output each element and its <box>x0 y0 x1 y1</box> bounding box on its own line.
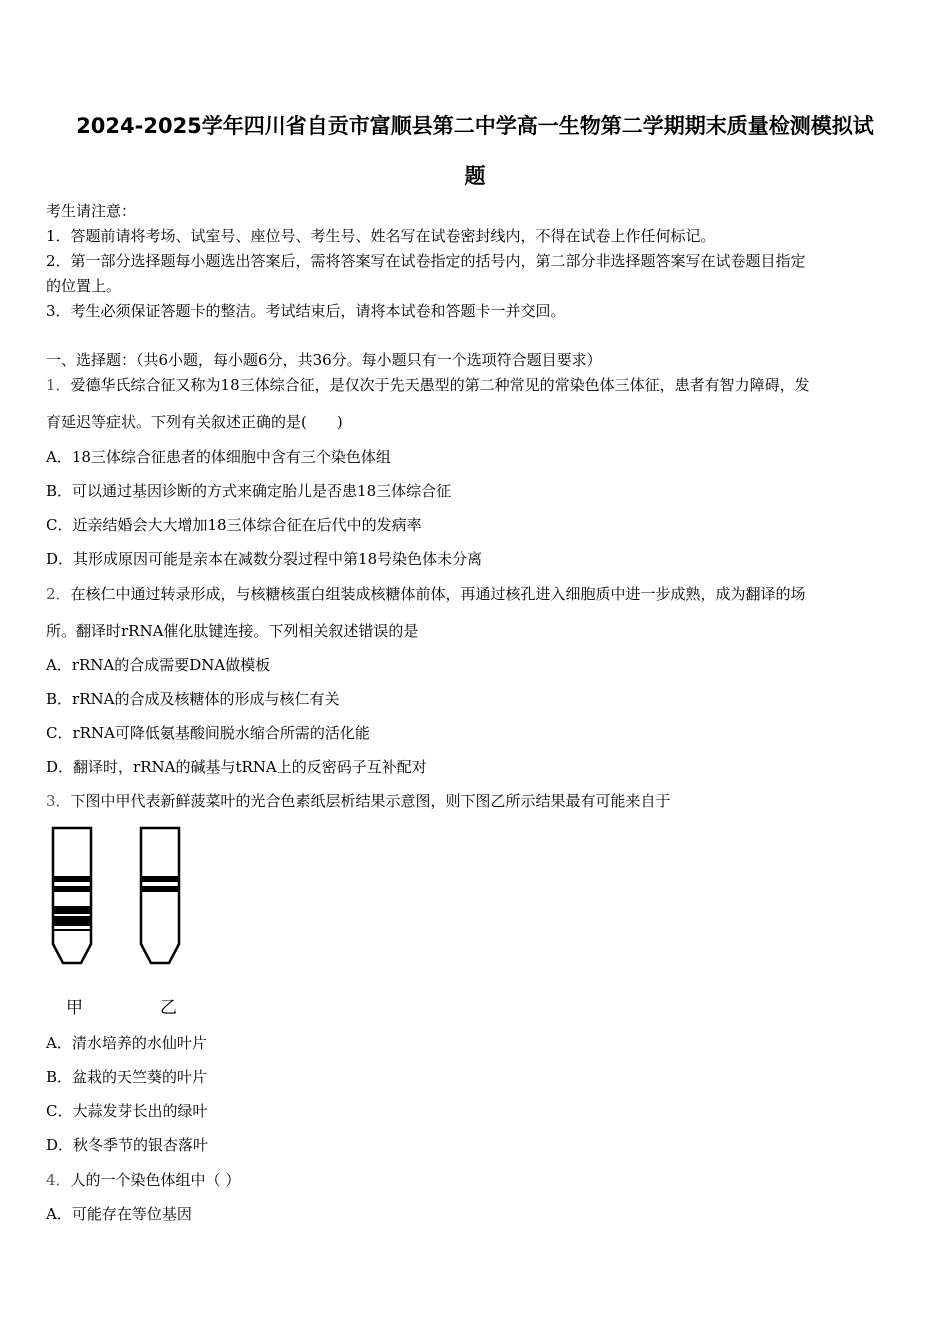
question-3-text1: 下图中甲代表新鲜菠菜叶的光合色素纸层析结果示意图，则下图乙所示结果最有可能来自于 <box>70 792 671 810</box>
question-2-text2: 所。翻译时rRNA催化肽键连接。下列相关叙述错误的是 <box>46 622 419 640</box>
question-1-option-a[interactable]: A．18三体综合征患者的体细胞中含有三个染色体组 <box>46 448 391 466</box>
figure-label-a: 甲 <box>66 998 83 1018</box>
notice-item-2: 2．第一部分选择题每小题选出答案后，需将答案写在试卷指定的括号内，第二部分非选择题答案写在试卷题目指定 <box>46 252 806 270</box>
question-2-text1: 在核仁中通过转录形成，与核糖核蛋白组装成核糖体前体，再通过核孔进入细胞质中进一步成熟，成为翻译的场 <box>70 585 806 603</box>
question-1-option-c[interactable]: C．近亲结婚会大大增加18三体综合征在后代中的发病率 <box>46 516 422 534</box>
exam-title-line2: 题 <box>464 164 486 188</box>
question-2-line1 <box>46 583 906 605</box>
question-1-text2: 育延迟等症状。下列有关叙述正确的是( ) <box>46 413 343 431</box>
question-1-option-b[interactable]: B．可以通过基因诊断的方式来确定胎儿是否患18三体综合征 <box>46 482 452 500</box>
question-4-text1: 人的一个染色体组中（ ） <box>70 1171 241 1189</box>
question-3-option-c[interactable]: C．大蒜发芽长出的绿叶 <box>46 1102 208 1120</box>
notice-item-2-cont: 的位置上。 <box>46 277 122 295</box>
chromatography-tube-b <box>138 826 184 968</box>
pigment-band-a1 <box>54 876 90 882</box>
question-1-line1 <box>46 374 906 396</box>
question-2-option-b[interactable]: B．rRNA的合成及核糖体的形成与核仁有关 <box>46 690 340 708</box>
pigment-band-a3 <box>54 906 90 914</box>
chromatography-tube-a <box>50 826 96 968</box>
question-3-option-d[interactable]: D．秋冬季节的银杏落叶 <box>46 1136 209 1154</box>
question-4-option-a[interactable]: A．可能存在等位基因 <box>46 1205 192 1223</box>
question-3-number: 3． <box>46 792 71 810</box>
question-3-line1 <box>46 790 906 812</box>
question-2-option-c[interactable]: C．rRNA可降低氨基酸间脱水缩合所需的活化能 <box>46 724 370 742</box>
pigment-band-b1 <box>142 876 178 882</box>
pigment-band-b2 <box>142 886 178 892</box>
notice-item-1: 1．答题前请将考场、试室号、座位号、考生号、姓名写在试卷密封线内，不得在试卷上作任何标记。 <box>46 227 716 245</box>
pigment-band-a2 <box>54 886 90 892</box>
question-1-option-d[interactable]: D．其形成原因可能是亲本在减数分裂过程中第18号染色体未分离 <box>46 550 483 568</box>
notice-item-3: 3．考生必须保证答题卡的整洁。考试结束后，请将本试卷和答题卡一并交回。 <box>46 302 566 320</box>
question-3-option-b[interactable]: B．盆栽的天竺葵的叶片 <box>46 1068 208 1086</box>
section-heading: 一、选择题：（共6小题，每小题6分，共36分。每小题只有一个选项符合题目要求） <box>46 351 602 369</box>
pigment-band-a4 <box>54 916 90 926</box>
figure-label-b: 乙 <box>160 998 177 1018</box>
question-3-option-a[interactable]: A．清水培养的水仙叶片 <box>46 1034 207 1052</box>
question-4-line1 <box>46 1169 906 1191</box>
question-2-option-a[interactable]: A．rRNA的合成需要DNA做模板 <box>46 656 271 674</box>
notice-heading: 考生请注意： <box>46 202 137 220</box>
question-2-option-d[interactable]: D．翻译时，rRNA的碱基与tRNA上的反密码子互补配对 <box>46 758 427 776</box>
question-4-number: 4． <box>46 1171 71 1189</box>
origin-line-a <box>54 929 90 931</box>
question-2-number: 2． <box>46 585 71 603</box>
question-1-text1: 爱德华氏综合征又称为18三体综合征，是仅次于先天愚型的第二种常见的常染色体三体征，患者有智力障碍，发 <box>70 376 810 394</box>
exam-title-line1: 2024-2025学年四川省自贡市富顺县第二中学高一生物第二学期期末质量检测模拟试 <box>76 114 874 138</box>
question-1-number: 1． <box>46 376 71 394</box>
